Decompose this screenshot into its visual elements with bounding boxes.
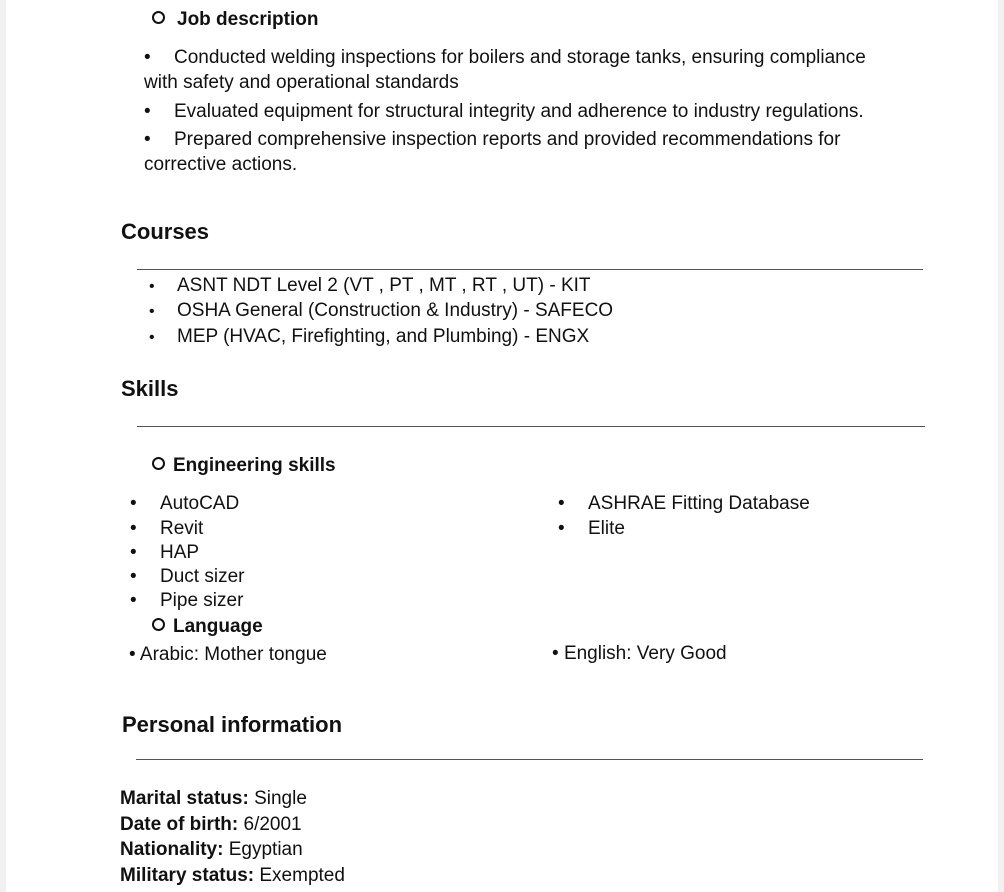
field-label: Date of birth: [120,814,239,835]
bullet-icon: • [130,518,137,539]
personal-field [120,786,307,811]
job-item-1-cont [144,70,459,95]
job-item-2 [144,99,864,124]
skill-item-text: Revit [160,518,204,539]
language-item [552,641,727,666]
skill-item-text: Elite [588,518,625,539]
courses-divider [137,269,923,270]
language-label: Language [173,616,263,637]
page-edge-left [0,0,6,892]
course-item [149,324,589,350]
course-item [149,298,613,324]
field-label: Military status: [120,865,255,886]
skill-item [130,516,203,541]
circle-bullet-icon [152,618,165,631]
bullet-icon: • [144,101,151,122]
personal-info-divider [136,759,923,760]
skills-divider [137,426,925,427]
skills-title: Skills [121,376,179,401]
language-item-text: Arabic: Mother tongue [139,644,327,665]
bullet-icon: • [144,47,151,68]
personal-field [120,812,302,837]
field-value: 6/2001 [243,814,302,835]
personal-field [120,837,303,862]
bullet-icon: • [130,493,137,514]
bullet-icon: • [149,303,155,320]
job-item-text: with safety and operational standards [144,72,459,93]
bullet-icon: • [552,643,559,664]
bullet-icon: • [558,493,565,514]
skill-item [130,491,239,516]
skill-item-text: AutoCAD [160,493,240,514]
personal-info-title: Personal information [122,712,343,737]
skill-item-text: ASHRAE Fitting Database [588,493,810,514]
engineering-skills-label: Engineering skills [173,455,336,476]
job-item-text: corrective actions. [144,154,298,175]
field-value: Single [254,788,307,809]
job-item-text: Conducted welding inspections for boilers and storage tanks, ensuring compliance [174,47,866,68]
bullet-icon: • [144,129,151,150]
language-heading [152,616,263,638]
course-item-text: ASNT NDT Level 2 (VT , PT , MT , RT , UT) - KIT [177,275,591,296]
job-item-text: Evaluated equipment for structural integrity and adherence to industry regulations. [174,101,864,122]
bullet-icon: • [130,566,137,587]
skill-item [130,588,243,613]
skill-item [130,564,244,589]
skill-item [558,491,810,516]
engineering-skills-heading [152,455,336,477]
bullet-icon: • [149,278,155,295]
skill-item-text: HAP [160,542,200,563]
job-description-label: Job description [177,9,319,30]
bullet-icon: • [130,542,137,563]
circle-bullet-icon [152,457,165,470]
courses-title: Courses [121,219,210,244]
language-item [129,642,327,667]
job-item-3-cont [144,152,297,177]
circle-bullet-icon [152,11,165,24]
job-item-1 [144,45,866,70]
page-edge-right [998,0,1004,892]
bullet-icon: • [149,329,155,346]
skill-item [130,540,199,565]
field-label: Marital status: [120,788,249,809]
field-value: Egyptian [228,839,303,860]
bullet-icon: • [129,644,136,665]
skill-item-text: Pipe sizer [160,590,244,611]
course-item [149,273,591,299]
personal-field [120,863,345,888]
course-item-text: MEP (HVAC, Firefighting, and Plumbing) - ENGX [177,326,590,347]
field-label: Nationality: [120,839,224,860]
course-item-text: OSHA General (Construction & Industry) - SAFECO [177,300,614,321]
job-description-heading [152,9,318,31]
job-item-text: Prepared comprehensive inspection reports and provided recommendations for [174,129,841,150]
bullet-icon: • [558,518,565,539]
language-item-text: English: Very Good [563,643,727,664]
bullet-icon: • [130,590,137,611]
skill-item [558,516,625,541]
field-value: Exempted [259,865,345,886]
skill-item-text: Duct sizer [160,566,245,587]
job-item-3 [144,127,840,152]
